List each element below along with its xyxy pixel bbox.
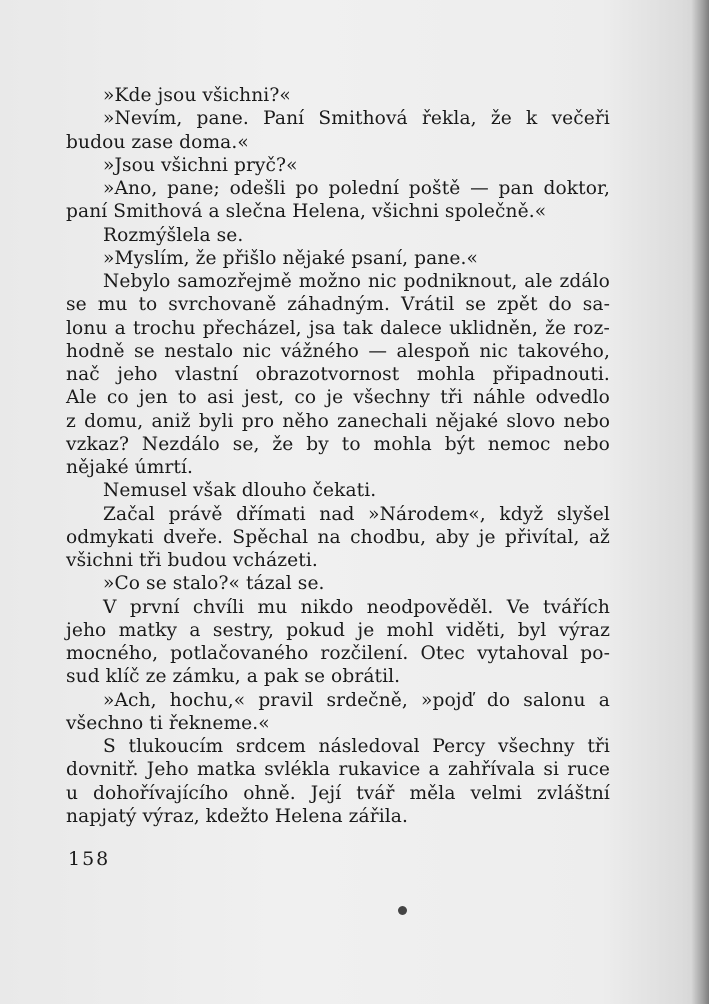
text-line (66, 386, 610, 409)
word: Jeho (146, 759, 189, 781)
word: slečna (225, 201, 287, 223)
word: Rozmýšlela (103, 224, 211, 246)
word: a (208, 201, 220, 223)
word: nic (242, 340, 272, 362)
word: tři (138, 550, 162, 571)
text-line (66, 363, 610, 386)
word: a (189, 619, 201, 641)
word: do (548, 294, 572, 316)
word: všichni (160, 154, 228, 176)
text-line (66, 84, 610, 107)
word: záhadným. (287, 294, 391, 316)
word: Paní (263, 108, 305, 130)
text-line (66, 689, 610, 712)
word: po (295, 178, 319, 199)
word: roz- (573, 317, 610, 339)
word: zdálo (559, 271, 610, 292)
text-line (66, 410, 610, 433)
text-line (66, 479, 610, 502)
word: — (368, 340, 388, 362)
word: pro (241, 410, 275, 432)
word: nějaké (66, 457, 129, 478)
word: S (103, 736, 116, 757)
word: odešli (229, 178, 286, 199)
word: aniž (151, 410, 191, 432)
page-number: 158 (68, 848, 111, 870)
word: nad (319, 503, 355, 525)
word: možno (298, 271, 362, 292)
word: neodpověděl. (366, 596, 494, 618)
word: Helena (274, 805, 343, 827)
word: měla (409, 782, 456, 804)
word: pryč?« (233, 154, 298, 176)
word: ohně. (243, 782, 296, 804)
word: obrazotvornost (255, 364, 400, 385)
word: nemoc (487, 433, 551, 455)
word: ze (145, 666, 167, 688)
text-line (66, 526, 610, 549)
word: matka (197, 759, 257, 781)
word: pane; (167, 178, 220, 199)
word: zanechali (337, 410, 428, 432)
word: co (106, 387, 129, 409)
word: napjatý (66, 805, 137, 827)
word: chodbu, (350, 526, 427, 548)
word: »pojď (421, 689, 474, 711)
word: pokud (286, 619, 346, 641)
text-line (66, 503, 610, 526)
word: všichni?« (202, 85, 291, 106)
word: dalece (380, 317, 442, 339)
word: budou (66, 131, 126, 153)
word: Otec (420, 643, 466, 664)
word: obrátil. (331, 666, 401, 688)
word: matky (118, 619, 178, 641)
word: nic (479, 340, 508, 362)
word: je (326, 387, 344, 409)
word: ruce (567, 759, 610, 781)
text-line (66, 177, 610, 200)
word: náhle (472, 387, 526, 409)
word: ti (149, 712, 163, 734)
text-line (66, 735, 610, 758)
word: nějaké (282, 247, 346, 269)
word: Nemusel (103, 480, 188, 502)
word: jsou (157, 85, 197, 106)
word: mohla (373, 433, 432, 455)
word: tázal (245, 573, 292, 595)
text-line (66, 549, 610, 572)
word: se (465, 294, 487, 316)
word: tlukoucím (128, 736, 224, 757)
word: zvláštní (536, 782, 610, 804)
word: byli (198, 410, 234, 432)
word: hodně (66, 340, 125, 362)
word: tvářích (542, 596, 610, 618)
word: úmrtí. (134, 457, 194, 478)
word: slovo (506, 410, 556, 432)
word: stalo?« (172, 573, 241, 595)
word: by (306, 433, 329, 455)
word: se (134, 340, 155, 362)
word: jsa (308, 317, 336, 339)
word: lonu (66, 317, 108, 339)
word: jest, (244, 387, 285, 409)
word: mohl (386, 619, 434, 641)
word: mohla (416, 364, 476, 385)
word: dovnitř. (66, 759, 139, 781)
word: byl (517, 619, 547, 641)
word: klíč (105, 666, 140, 688)
word: všichni (371, 201, 439, 223)
word: jeho (117, 364, 158, 385)
word: sa- (582, 294, 610, 316)
word: mocného, (66, 643, 159, 664)
word: nebo (563, 433, 610, 455)
word: u (66, 782, 79, 804)
word: na (317, 526, 341, 548)
word: chvíli (192, 596, 245, 618)
word: nikdo (300, 596, 354, 618)
word: si (543, 759, 560, 781)
word: »Kde (103, 85, 152, 106)
word: »Ach, (103, 689, 157, 711)
text-line (66, 805, 610, 828)
text-line (66, 131, 610, 154)
word: nač (66, 364, 100, 385)
text-line (66, 433, 610, 456)
word: Percy (432, 736, 486, 757)
word: přišlo (222, 247, 277, 269)
word: potlačovaného (170, 643, 309, 664)
word: zahřívala (447, 759, 536, 781)
word: výraz (558, 619, 610, 641)
word: sestry, (212, 619, 274, 641)
text-line (66, 340, 610, 363)
text-line (66, 200, 610, 223)
word: nějaké (435, 410, 499, 432)
word: zámku, (172, 666, 241, 688)
text-line (66, 317, 610, 340)
word: »Jsou (103, 154, 156, 176)
word: se (304, 666, 326, 688)
word: to (138, 294, 158, 316)
word: přecházel, (202, 317, 302, 339)
word: být (444, 433, 475, 455)
word: samozřejmě (177, 271, 292, 292)
word: mu (257, 596, 288, 618)
word: když (499, 503, 544, 525)
word: vlastní (175, 364, 239, 385)
word: rukavice (338, 759, 421, 781)
word: srdečně, (326, 689, 408, 711)
word: »Co (103, 573, 141, 595)
word: všechny (498, 736, 575, 757)
word: a (246, 666, 258, 688)
word: Její (310, 782, 342, 804)
text-line (66, 782, 610, 805)
word: slyšel (556, 503, 610, 525)
text-line (66, 224, 610, 247)
word: se (66, 294, 87, 316)
word: že (195, 247, 217, 269)
word: řekla, (421, 108, 477, 130)
word: »Ano, (103, 178, 158, 199)
word: psaní, (351, 247, 409, 269)
word: vzkaz? (66, 433, 130, 455)
word: Smithová (318, 108, 408, 130)
word: Spěchal (232, 526, 309, 548)
text-line (66, 247, 610, 270)
word: budou (167, 550, 227, 571)
word: však (193, 480, 236, 502)
word: Nezdálo (141, 433, 220, 455)
word: Helena, (292, 201, 367, 223)
word: asi (206, 387, 234, 409)
word: tak (342, 317, 373, 339)
word: »Nevím, (103, 108, 183, 130)
word: zpět (497, 294, 538, 316)
word: dřímati (236, 503, 306, 525)
word: se, (232, 433, 260, 455)
word: vytahoval (477, 643, 569, 664)
word: sud (66, 666, 100, 688)
text-line (66, 270, 610, 293)
word: vcházeti. (232, 550, 318, 571)
word: nic (367, 271, 397, 292)
page-gutter-shadow (691, 0, 709, 1004)
word: svlékla (264, 759, 331, 781)
word: viděti, (446, 619, 506, 641)
word: Vrátil (401, 294, 455, 316)
word: pane. (196, 108, 249, 130)
word: a (598, 689, 610, 711)
word: pane.« (414, 247, 478, 269)
text-line (66, 107, 610, 130)
word: první (129, 596, 180, 618)
word: jen (138, 387, 168, 409)
word: Ale (66, 387, 97, 409)
word: do (486, 689, 511, 711)
word: pravil (258, 689, 314, 711)
word: je (478, 526, 496, 548)
word: alespoň (396, 340, 470, 362)
word: V (103, 596, 117, 618)
word: zářila. (348, 805, 408, 827)
word: pak (263, 666, 299, 688)
word: společně.« (444, 201, 547, 223)
word: připadnouti. (492, 364, 610, 385)
word: ale (524, 271, 553, 292)
word: uklidněn, (449, 317, 538, 339)
text-line (66, 642, 610, 665)
word: až (588, 526, 610, 548)
word: to (341, 433, 361, 455)
word: se (146, 573, 167, 595)
text-line (66, 154, 610, 177)
word: nebo (563, 410, 610, 432)
word: z (66, 410, 76, 432)
word: Začal (103, 503, 155, 525)
word: podniknout, (403, 271, 518, 292)
word: to (177, 387, 197, 409)
word: k (526, 108, 538, 130)
text-line (66, 619, 610, 642)
word: všechny (353, 387, 431, 409)
text-line (66, 456, 610, 479)
word: vážného (280, 340, 359, 362)
word: mu (97, 294, 128, 316)
word: je (357, 619, 375, 641)
word: Nebylo (103, 271, 171, 292)
word: řekneme.« (168, 712, 270, 734)
text-line (66, 665, 610, 688)
word: hochu,« (169, 689, 246, 711)
word: velmi (470, 782, 522, 804)
word: poště (408, 178, 461, 199)
word: »Národem«, (368, 503, 486, 525)
word: zase (131, 131, 174, 153)
text-line (66, 712, 610, 735)
word: a (114, 317, 126, 339)
word: kdežto (205, 805, 269, 827)
word: tři (440, 387, 463, 409)
word: tři (587, 736, 610, 757)
word: se. (297, 573, 325, 595)
word: takového, (517, 340, 610, 362)
word: — (470, 178, 489, 199)
word: salonu (523, 689, 586, 711)
page-text (66, 84, 610, 828)
text-line (66, 293, 610, 316)
word: něho (282, 410, 329, 432)
text-line (66, 758, 610, 781)
word: že (272, 433, 294, 455)
word: po- (580, 643, 610, 664)
word: přivítal, (504, 526, 580, 548)
word: paní (66, 201, 108, 223)
word: všichni (66, 550, 134, 571)
word: trochu (133, 317, 196, 339)
word: večeři (551, 108, 610, 130)
word: tvář (356, 782, 395, 804)
word: nestalo (164, 340, 234, 362)
word: a (428, 759, 440, 781)
word: že (545, 317, 567, 339)
word: dohořívajícího (92, 782, 229, 804)
word: srdcem (235, 736, 306, 757)
word: odmykati (66, 526, 154, 548)
word: svrchovaně (168, 294, 277, 316)
word: dveře. (163, 526, 223, 548)
word: jeho (66, 619, 107, 641)
word: Smithová (113, 201, 203, 223)
word: všechno (66, 712, 144, 734)
ink-speck (398, 906, 407, 915)
word: se. (216, 224, 244, 246)
word: pan (498, 178, 534, 199)
text-line (66, 572, 610, 595)
word: výraz, (142, 805, 200, 827)
word: domu, (84, 410, 144, 432)
text-line (66, 596, 610, 619)
word: dlouho (241, 480, 307, 502)
word: právě (168, 503, 223, 525)
word: že (490, 108, 512, 130)
word: čekati. (312, 480, 377, 502)
word: doktor, (543, 178, 610, 199)
word: rozčilení. (320, 643, 409, 664)
word: »Myslím, (103, 247, 190, 269)
word: aby (435, 526, 470, 548)
word: doma.« (179, 131, 249, 153)
word: odvedlo (535, 387, 610, 409)
word: následoval (318, 736, 420, 757)
word: polední (328, 178, 400, 199)
word: Ve (506, 596, 530, 618)
word: co (294, 387, 317, 409)
